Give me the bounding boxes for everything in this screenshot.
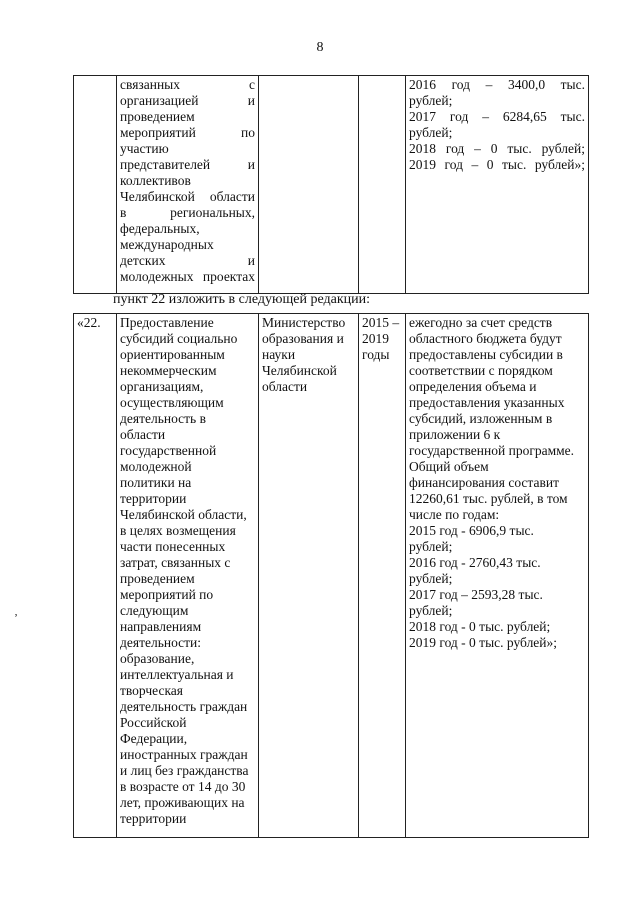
cell-funding xyxy=(406,76,589,294)
description-line: Федерации, xyxy=(120,731,188,746)
description-line: Челябинской области xyxy=(120,189,255,204)
description-line: детских и xyxy=(120,253,255,268)
description-line: следующим xyxy=(120,603,189,618)
description-line: проведением xyxy=(120,571,195,586)
description-line: молодежных проектах xyxy=(120,269,255,284)
funding-line: соответствии с порядком xyxy=(409,363,553,378)
description-line: части понесенных xyxy=(120,539,226,554)
description-line: Челябинской области, xyxy=(120,507,247,522)
funding-line: 2018 год - 0 тыс. рублей; xyxy=(409,619,551,634)
cell-description xyxy=(117,314,259,838)
period-line: 2015 – xyxy=(362,315,400,330)
description-line: области xyxy=(120,427,166,442)
funding-line: областного бюджета будут xyxy=(409,331,562,346)
description-line: в возрасте от 14 до 30 xyxy=(120,779,246,794)
description-line: деятельность в xyxy=(120,411,206,426)
description-line: мероприятий по xyxy=(120,587,214,602)
funding-line: рублей; xyxy=(409,93,453,108)
funding-line: 12260,61 тыс. рублей, в том xyxy=(409,491,568,506)
funding-line: предоставлены субсидии в xyxy=(409,347,563,362)
description-line: мероприятий по xyxy=(120,125,255,140)
description-line: международных xyxy=(120,237,214,252)
margin-mark: ‚ xyxy=(14,604,18,618)
funding-line: Общий объем xyxy=(409,459,489,474)
executor-line: Челябинской xyxy=(262,363,337,378)
description-line: государственной xyxy=(120,443,217,458)
description-line: и лиц без гражданства xyxy=(120,763,249,778)
cell-period xyxy=(359,314,406,838)
table-row xyxy=(74,76,589,294)
funding-line: 2017 год – 6284,65 тыс. xyxy=(409,109,585,124)
description-line: политики на xyxy=(120,475,192,490)
description-line: осуществляющим xyxy=(120,395,224,410)
description-line: творческая xyxy=(120,683,184,698)
description-line: федеральных, xyxy=(120,221,200,236)
description-line: субсидий социально xyxy=(120,331,238,346)
cell-period xyxy=(359,76,406,294)
funding-line: рублей; xyxy=(409,571,453,586)
funding-line: 2016 год – 3400,0 тыс. xyxy=(409,77,585,92)
description-line: коллективов xyxy=(120,173,191,188)
funding-line: 2018 год – 0 тыс. рублей; xyxy=(409,141,585,156)
description-line: в целях возмещения xyxy=(120,523,236,538)
funding-line: 2016 год - 2760,43 тыс. xyxy=(409,555,541,570)
description-line: организацией и xyxy=(120,93,255,108)
description-line: образование, xyxy=(120,651,195,666)
funding-line: числе по годам: xyxy=(409,507,500,522)
funding-line: рублей; xyxy=(409,603,453,618)
description-line: Российской xyxy=(120,715,187,730)
description-line: участию xyxy=(120,141,169,156)
description-line: деятельности: xyxy=(120,635,202,650)
funding-line: приложении 6 к xyxy=(409,427,501,442)
description-line: территории xyxy=(120,491,187,506)
continuation-table xyxy=(73,75,589,294)
section-note: пункт 22 изложить в следующей редакции: xyxy=(113,292,370,307)
funding-line: 2015 год - 6906,9 тыс. xyxy=(409,523,534,538)
description-line: деятельность граждан xyxy=(120,699,248,714)
funding-line: 2019 год - 0 тыс. рублей»; xyxy=(409,635,558,650)
cell-executor xyxy=(259,314,359,838)
description-line: территории xyxy=(120,811,187,826)
description-line: молодежной xyxy=(120,459,192,474)
description-line: направлениям xyxy=(120,619,202,634)
executor-line: Министерство xyxy=(262,315,346,330)
description-line: лет, проживающих на xyxy=(120,795,245,810)
description-line: интеллектуальная и xyxy=(120,667,234,682)
cell-funding xyxy=(406,314,589,838)
funding-line: рублей; xyxy=(409,539,453,554)
cell-description xyxy=(117,76,259,294)
cell-executor xyxy=(259,76,359,294)
description-line: организациям, xyxy=(120,379,204,394)
description-line: проведением xyxy=(120,109,195,124)
funding-line: государственной программе. xyxy=(409,443,575,458)
period-line: годы xyxy=(362,347,390,362)
funding-line: 2019 год – 0 тыс. рублей»; xyxy=(409,157,585,172)
description-line: некоммерческим xyxy=(120,363,217,378)
description-line: Предоставление xyxy=(120,315,214,330)
period-line: 2019 xyxy=(362,331,389,346)
funding-line: определения объема и xyxy=(409,379,537,394)
description-line: иностранных граждан xyxy=(120,747,248,762)
funding-line: предоставления указанных xyxy=(409,395,565,410)
description-line: представителей и xyxy=(120,157,255,172)
executor-line: области xyxy=(262,379,308,394)
funding-line: рублей; xyxy=(409,125,453,140)
cell-number: «22. xyxy=(74,314,117,838)
funding-line: финансирования составит xyxy=(409,475,559,490)
executor-line: науки xyxy=(262,347,296,362)
funding-line: ежегодно за счет средств xyxy=(409,315,553,330)
main-table xyxy=(73,313,589,838)
description-line: в региональных, xyxy=(120,205,255,220)
funding-line: субсидий, изложенным в xyxy=(409,411,553,426)
description-line: затрат, связанных с xyxy=(120,555,231,570)
page-number: 8 xyxy=(316,40,324,55)
table-row xyxy=(74,314,589,838)
cell-number xyxy=(74,76,117,294)
description-line: связанных с xyxy=(120,77,255,92)
description-line: ориентированным xyxy=(120,347,225,362)
funding-line: 2017 год – 2593,28 тыс. xyxy=(409,587,543,602)
executor-line: образования и xyxy=(262,331,344,346)
